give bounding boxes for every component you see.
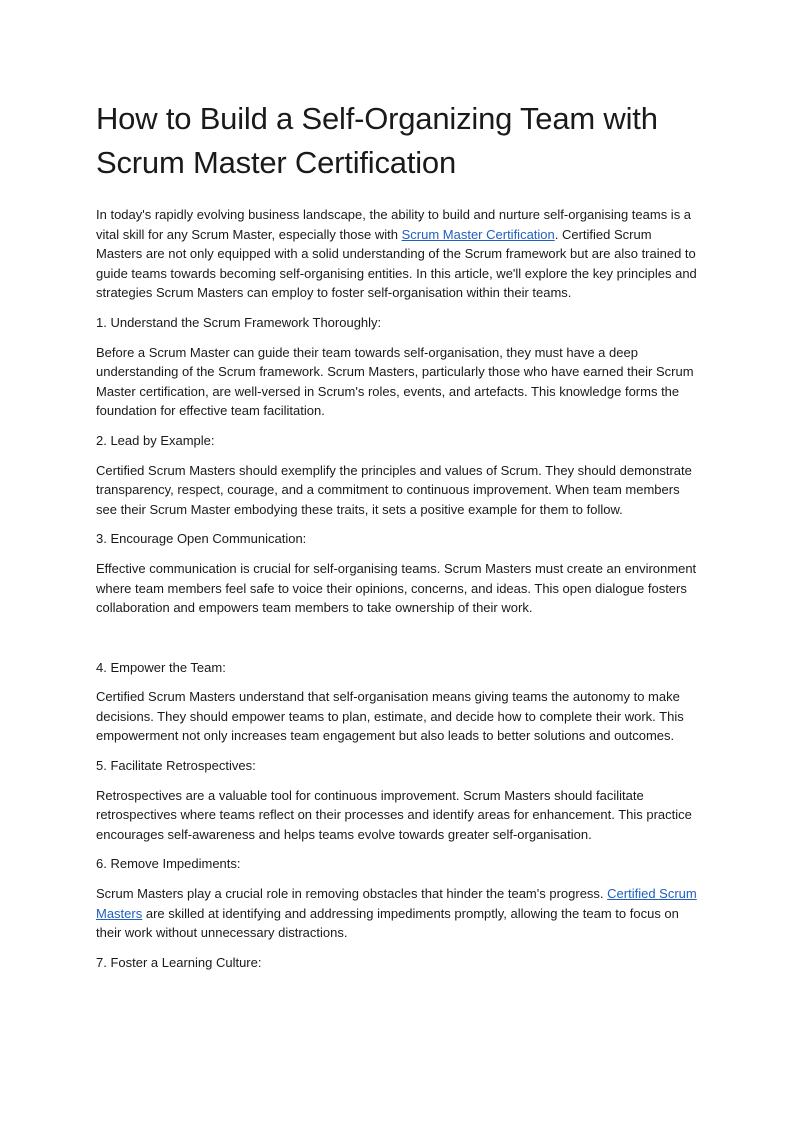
section-heading-7: 7. Foster a Learning Culture:	[96, 954, 262, 970]
section-heading-4: 4. Empower the Team:	[96, 659, 226, 675]
section-heading-3: 3. Encourage Open Communication:	[96, 531, 307, 547]
blank-spacer	[96, 628, 700, 658]
intro-text-before-link: In today's rapidly evolving business landscape, the ability to build and nurture self-organising teams is a vital skill for any Scrum Master, especially those with	[96, 207, 692, 242]
section-body-5: Retrospectives are a valuable tool for continuous improvement. Scrum Masters should facilitate retrospectives where teams reflect on their processes and identify areas for enhancement. This practice encourages self-awareness and helps teams evolve towards greater self-organisation.	[96, 787, 692, 842]
section-body-1: Before a Scrum Master can guide their team towards self-organisation, they must have a deep understanding of the Scrum framework. Scrum Masters, particularly those who have earned their Scrum Master certification, are well-versed in Scrum's roles, events, and artefacts. This knowledge forms the foundation for effective team facilitation.	[96, 344, 694, 419]
article-content	[96, 97, 700, 982]
section-6-text-after-link: are skilled at identifying and addressing impediments promptly, allowing the team to focus on their work without unnecessary distractions.	[96, 905, 679, 941]
section-body-6	[96, 884, 700, 943]
scrum-master-certification-link[interactable]: Scrum Master Certification	[401, 226, 555, 242]
intro-paragraph	[96, 205, 700, 303]
page-title: How to Build a Self-Organizing Team with Scrum Master Certification	[96, 101, 658, 180]
section-body-3: Effective communication is crucial for self-organising teams. Scrum Masters must create an environment where team members feel safe to voice their opinions, concerns, and ideas. This open dialogue fosters collaboration and empowers team members to take ownership of their work.	[96, 560, 697, 616]
certified-scrum-masters-link[interactable]: Certified Scrum Masters	[96, 886, 697, 921]
section-heading-1: 1. Understand the Scrum Framework Thoroughly:	[96, 314, 382, 330]
section-heading-5: 5. Facilitate Retrospectives:	[96, 758, 256, 774]
section-body-4: Certified Scrum Masters understand that self-organisation means giving teams the autonomy to make decisions. They should empower teams to plan, estimate, and decide how to complete their work. This empowerment not only increases team engagement but also leads to better solutions and outcomes.	[96, 689, 684, 744]
section-6-text-before-link: Scrum Masters play a crucial role in removing obstacles that hinder the team's progress.	[96, 886, 608, 902]
intro-text-after-link: . Certified Scrum Masters are not only equipped with a solid understanding of the Scrum framework but are also trained to guide teams towards becoming self-organising entities. In this article, we'll explore the key principles and strategies Scrum Masters can employ to foster self-organisation within their teams.	[96, 226, 697, 301]
section-heading-6: 6. Remove Impediments:	[96, 856, 241, 872]
section-body-2: Certified Scrum Masters should exemplify the principles and values of Scrum. They should demonstrate transparency, respect, courage, and a commitment to continuous improvement. When team members see their Scrum Master embodying these traits, it sets a positive example for them to follow.	[96, 462, 692, 517]
section-heading-2: 2. Lead by Example:	[96, 432, 215, 448]
